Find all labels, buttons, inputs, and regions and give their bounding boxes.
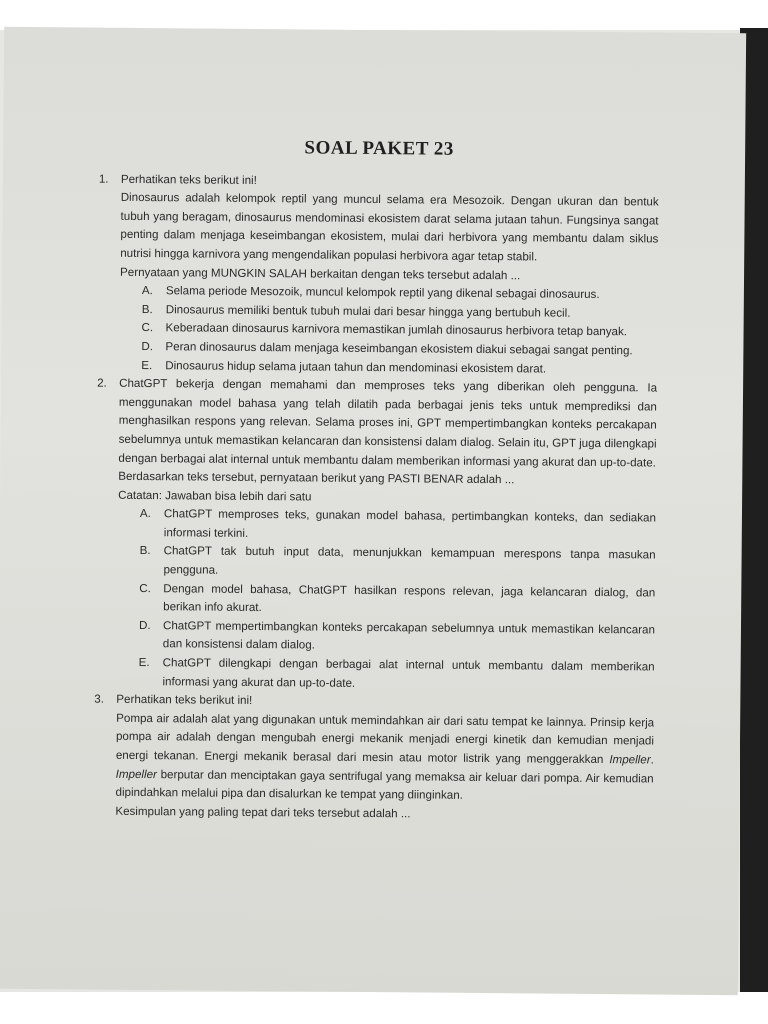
option-text: ChatGPT tak butuh input data, menunjukkan kemampuan merespons tanpa masukan pengguna. bbox=[163, 544, 656, 577]
question-prompt: Kesimpulan yang paling tepat dari teks tersebut adalah ... bbox=[115, 804, 411, 821]
option-letter: E. bbox=[138, 656, 150, 670]
option-text: Selama periode Mesozoik, muncul kelompok reptil yang dikenal sebagai dinosaurus. bbox=[165, 284, 600, 302]
option-list bbox=[116, 505, 656, 696]
option-text: Dengan model bahasa, ChatGPT hasilkan respons relevan, jaga kelancaran dialog, dan berikan info akurat. bbox=[163, 581, 656, 615]
passage-text: Pompa air adalah alat yang digunakan untuk memindahkan air dari satu tempat ke lainnya. Prinsip kerja pompa air adalah dengan mengubah energi mekanik menjadi energi kinetik dan kemudian menjadi energi tekanan. Energi mekanik berasal dari mesin atau motor listrik yang menggerakkan bbox=[115, 711, 655, 767]
question-passage: Dinosaurus adalah kelompok reptil yang muncul selama era Mesozoik. Dengan ukuran dan bentuk tubuh yang beragam, dinosaurus mendominasi ekosistem darat selama jutaan tahun. Fungsinya sangat penting dalam menjaga keseimbangan ekosistem, mulai dari herbivora yang membantu dalam siklus nutrisi hingga karnivora yang mengendalikan populasi herbivora agar tetap stabil. bbox=[120, 191, 659, 264]
option-text: Peran dinosaurus dalam menjaga keseimbangan ekosistem diakui sebagai sangat penting. bbox=[165, 340, 633, 358]
question-intro: Perhatikan teks berikut ini! bbox=[116, 693, 253, 708]
option-letter: A. bbox=[141, 284, 153, 298]
bottom-margin bbox=[0, 992, 768, 1024]
question-prompt: Pernyataan yang MUNGKIN SALAH berkaitan dengan teks tersebut adalah ... bbox=[120, 265, 521, 282]
passage-text: . bbox=[650, 753, 654, 767]
option-letter: D. bbox=[141, 339, 154, 354]
question-passage bbox=[115, 710, 654, 808]
option-letter: C. bbox=[141, 321, 154, 335]
question-prompt: Berdasarkan teks tersebut, pernyataan berikut yang PASTI BENAR adalah ... bbox=[118, 469, 515, 487]
passage-text: berputar dan menciptakan gaya sentrifugal yang memaksa air keluar dari pompa. Air kemudian dipindahkan melalui pipa dan disalurkan ke tempat yang diinginkan. bbox=[115, 767, 654, 803]
question-number: 1. bbox=[98, 172, 109, 186]
option-item bbox=[117, 579, 655, 621]
top-margin bbox=[0, 0, 768, 30]
question-3 bbox=[93, 691, 654, 826]
question-1 bbox=[97, 170, 659, 379]
passage-term: Impeller bbox=[115, 767, 157, 781]
sheet-content bbox=[93, 138, 659, 826]
option-text: ChatGPT memproses teks, gunakan model bahasa, pertimbangkan konteks, dan sediakan informasi terkini. bbox=[163, 507, 656, 540]
question-2 bbox=[94, 375, 657, 696]
option-text: Dinosaurus hidup selama jutaan tahun dan mendominasi ekosistem darat. bbox=[165, 358, 547, 376]
option-letter: E. bbox=[141, 358, 153, 372]
question-passage: ChatGPT bekerja dengan memahami dan memproses teks yang diberikan oleh pengguna. Ia menggunakan model bahasa yang telah dilatih pada berbagai jenis teks untuk memprediksi dan menghasilkan respons yang relevan. Selama proses ini, GPT mempertimbangkan konteks percakapan sebelumnya untuk memastikan kelancaran dan konsistensi dalam dialog. Selain itu, GPT juga dilengkapi dengan berbagai alat internal untuk membantu dalam memberikan informasi yang akurat dan up-to-date. bbox=[118, 376, 658, 469]
option-text: ChatGPT dilengkapi dengan berbagai alat internal untuk membantu dalam memberikan informasi yang akurat dan up-to-date. bbox=[162, 656, 655, 690]
question-intro: Perhatikan teks berikut ini! bbox=[120, 172, 257, 187]
option-letter: C. bbox=[139, 581, 151, 595]
question-number: 2. bbox=[97, 376, 107, 390]
option-text: ChatGPT mempertimbangkan konteks percakapan sebelumnya untuk memastikan kelancaran dan konsistensi dalam dialog. bbox=[162, 619, 656, 652]
passage-term: Impeller bbox=[609, 753, 651, 767]
option-item bbox=[117, 617, 655, 659]
option-item bbox=[118, 505, 656, 547]
option-item bbox=[117, 542, 655, 584]
question-number: 3. bbox=[94, 692, 105, 706]
page-title: SOAL PAKET 23 bbox=[304, 137, 454, 160]
option-letter: B. bbox=[141, 302, 153, 316]
option-list bbox=[119, 282, 658, 380]
option-text: Keberadaan dinosaurus karnivora memastikan jumlah dinosaurus herbivora tetap banyak. bbox=[165, 321, 628, 339]
option-letter: D. bbox=[138, 618, 151, 632]
option-letter: A. bbox=[139, 507, 151, 521]
exam-sheet bbox=[0, 27, 746, 995]
option-text: Dinosaurus memiliki bentuk tubuh mulai dari besar hingga yang bertubuh kecil. bbox=[165, 302, 571, 320]
option-item bbox=[116, 654, 654, 696]
option-letter: B. bbox=[139, 544, 151, 558]
question-note: Catatan: Jawaban bisa lebih dari satu bbox=[118, 488, 312, 504]
